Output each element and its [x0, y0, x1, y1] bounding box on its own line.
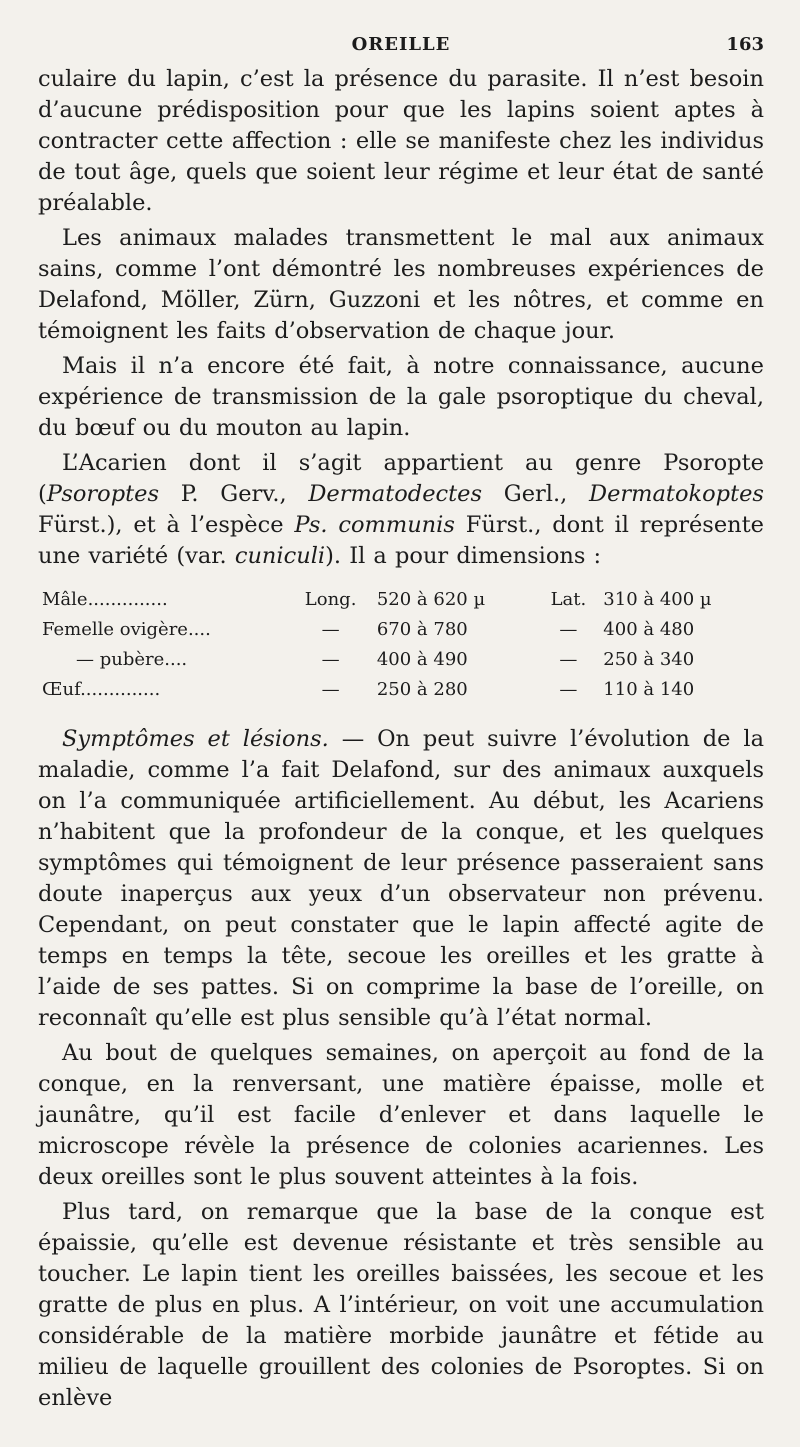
lat-key: —	[559, 618, 578, 640]
row-label: Femelle ovigère....	[42, 618, 211, 640]
long-value: 520 à 620 µ	[376, 588, 486, 610]
genus-name-psoroptes: Psoroptes	[46, 481, 160, 507]
table-row	[38, 614, 764, 644]
row-label: Mâle..............	[42, 588, 168, 610]
table-row	[38, 644, 764, 674]
long-value: 250 à 280	[376, 678, 468, 700]
genus-name-dermatokoptes: Dermatokoptes	[589, 481, 764, 507]
lat-value: 250 à 340	[603, 648, 695, 670]
genus-text-6: ). Il a pour dimensions :	[325, 543, 602, 569]
symptoms-text: — On peut suivre l’évolution de la maladie, comme l’a fait Delafond, sur des animaux auxquels on l’a communiquée artificiellement. Au début, les Acariens n’habitent que la profondeur de la conque, et les quelques symptômes qui témoignent de leur présence passeraient sans doute inaperçus aux yeux d’un observateur non prévenu. Cependant, on peut constater que le lapin affecté agite de temps en temps la tête, secoue les oreilles et les gratte à l’aide de ses pattes. Si on comprime la base de l’oreille, on reconnaît qu’elle est plus sensible qu’à l’état normal.	[38, 726, 764, 1031]
long-value: 670 à 780	[376, 618, 468, 640]
genus-text-2: P. Gerv.,	[159, 481, 309, 507]
page-number: 163	[726, 34, 764, 55]
long-key: —	[321, 618, 340, 640]
lat-key: —	[559, 678, 578, 700]
genus-text-4: Fürst.), et à l’espèce	[38, 512, 295, 538]
table-row	[38, 674, 764, 704]
lat-value: 400 à 480	[603, 618, 695, 640]
paragraph-genus	[38, 448, 764, 572]
paragraph-transmission: Les animaux malades transmettent le mal aux animaux sains, comme l’ont démontré les nombreuses expériences de Delafond, Möller, Zürn, Guzzoni et les nôtres, et comme en témoignent les faits d’observation de chaque jour.	[38, 225, 764, 344]
long-key: —	[321, 678, 340, 700]
lat-value: 110 à 140	[603, 678, 695, 700]
paragraph-symptoms	[38, 724, 764, 1034]
genus-name-dermatodectes: Dermatodectes	[308, 481, 483, 507]
genus-text-5: Fürst., dont il représente une variété (var.	[38, 512, 764, 569]
running-title: OREILLE	[351, 34, 451, 55]
paragraph-experiment: Mais il n’a encore été fait, à notre connaissance, aucune expérience de transmission de la gale psoroptique du cheval, du bœuf ou du mouton au lapin.	[38, 353, 764, 441]
species-name: Ps. communis	[294, 512, 455, 538]
lat-key: Lat.	[550, 588, 587, 610]
table-row	[38, 584, 764, 614]
dimensions-table	[38, 584, 764, 704]
paragraph-continued: culaire du lapin, c’est la présence du parasite. Il n’est besoin d’aucune prédisposition pour que les lapins soient aptes à contracter cette affection : elle se manifeste chez les individus de tout âge, quels que soient leur régime et leur état de santé préalable.	[38, 66, 764, 216]
variety-name: cuniculi	[234, 543, 326, 569]
long-key: Long.	[304, 588, 357, 610]
section-heading: Symptômes et lésions.	[62, 726, 329, 752]
running-head	[38, 30, 764, 64]
paragraph-weeks: Au bout de quelques semaines, on aperçoit au fond de la conque, en la renversant, une matière épaisse, molle et jaunâtre, qu’il est facile d’enlever et dans laquelle le microscope révèle la présence de colonies acariennes. Les deux oreilles sont le plus souvent atteintes à la fois.	[38, 1040, 764, 1190]
row-label: — pubère....	[76, 648, 188, 670]
long-value: 400 à 490	[376, 648, 468, 670]
genus-text-3: Gerl.,	[482, 481, 590, 507]
genus-text-1: L’Acarien dont il s’agit appartient au genre Psoropte (	[38, 450, 764, 507]
long-key: —	[321, 648, 340, 670]
paragraph-later: Plus tard, on remarque que la base de la conque est épaissie, qu’elle est devenue résistante et très sensible au toucher. Le lapin tient les oreilles baissées, les secoue et les gratte de plus en plus. A l’intérieur, on voit une accumulation considérable de la matière morbide jaunâtre et fétide au milieu de laquelle grouillent des colonies de Psoroptes. Si on enlève	[38, 1199, 764, 1411]
row-label: Œuf..............	[42, 678, 161, 700]
lat-key: —	[559, 648, 578, 670]
lat-value: 310 à 400 µ	[603, 588, 712, 610]
